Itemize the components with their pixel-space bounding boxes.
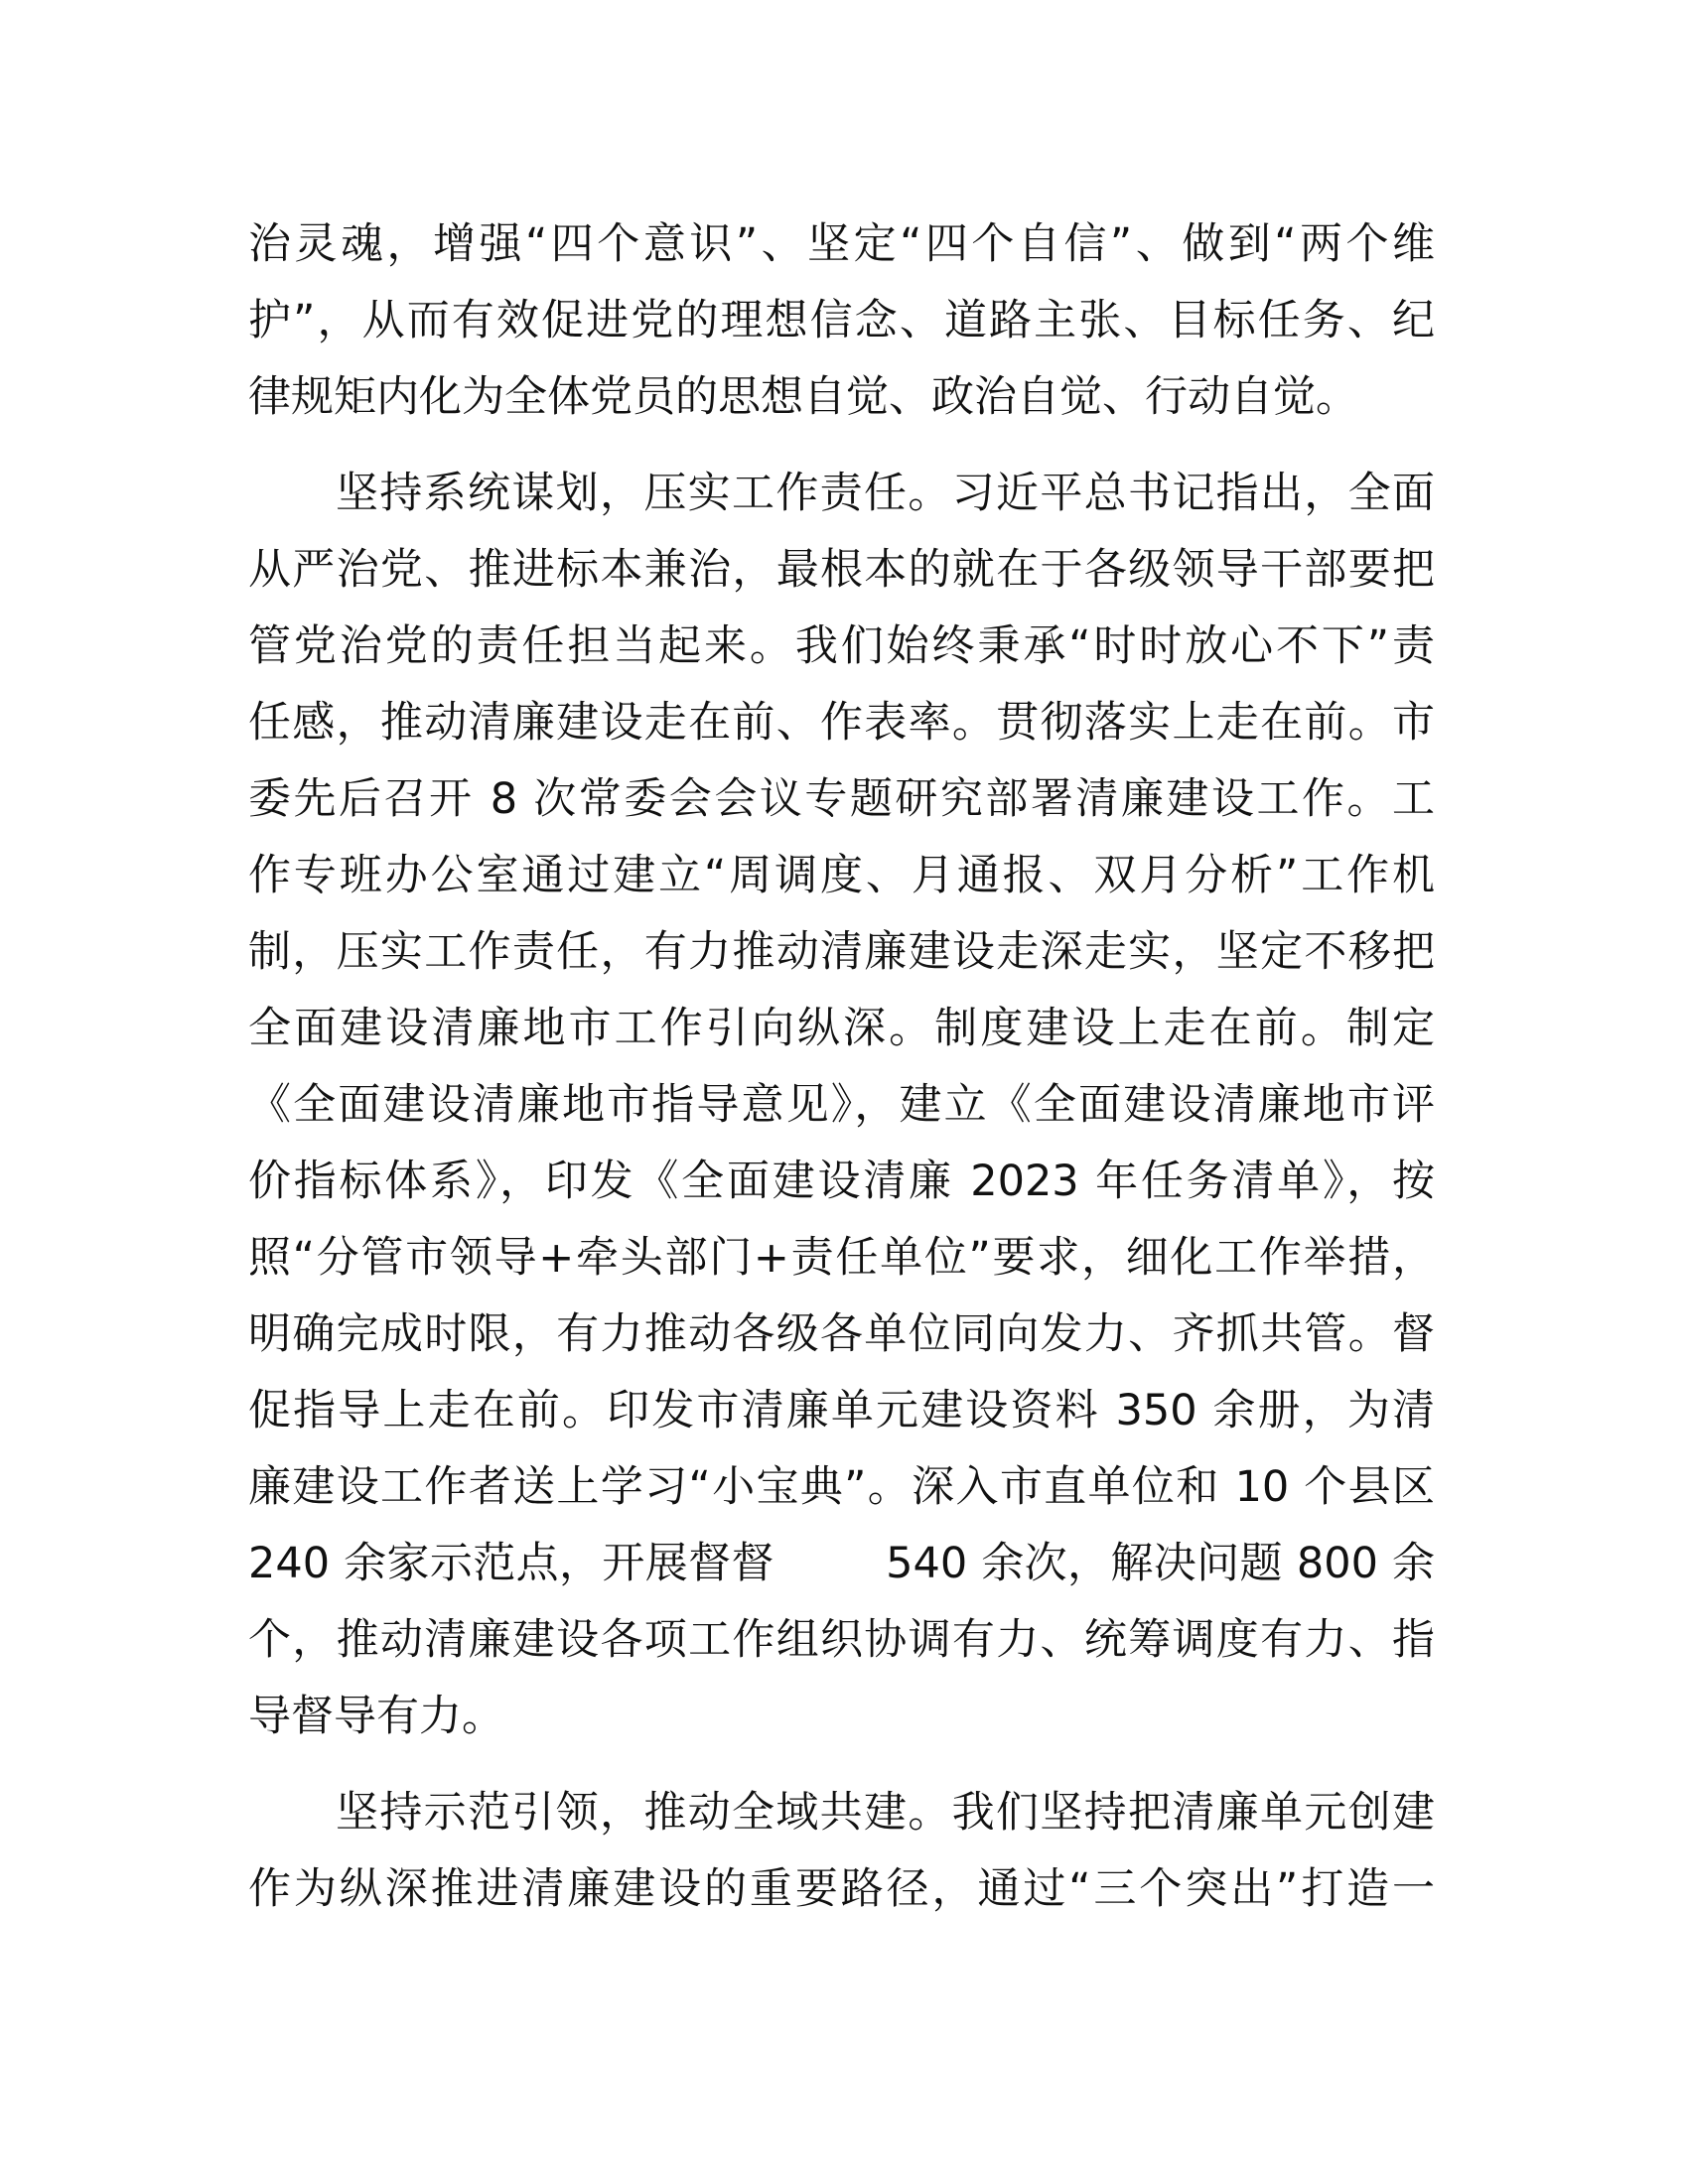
text-line: 照“分管市领导+牵头部门+责任单位”要求，细化工作举措，: [248, 1233, 1435, 1283]
text-line: 任感，推动清廉建设走在前、作表率。贯彻落实上走在前。市: [248, 698, 1435, 748]
text-line: 委先后召开 8 次常委会会议专题研究部署清廉建设工作。工: [248, 774, 1435, 824]
text-line: 治灵魂，增强“四个意识”、坚定“四个自信”、做到“两个维: [248, 219, 1435, 269]
text-line: 导督导有力。: [248, 1692, 504, 1741]
text-line: 廉建设工作者送上学习“小宝典”。深入市直单位和 10 个县区: [248, 1462, 1435, 1512]
document-body: [248, 206, 1435, 1928]
text-line: 个，推动清廉建设各项工作组织协调有力、统筹调度有力、指: [248, 1615, 1435, 1665]
paragraph-spacer: [248, 1755, 1435, 1775]
text-line: 作专班办公室通过建立“周调度、月通报、双月分析”工作机: [248, 851, 1435, 900]
text-line: 促指导上走在前。印发市清廉单元建设资料 350 余册，为清: [248, 1386, 1435, 1435]
text-line: 制，压实工作责任，有力推动清廉建设走深走实，坚定不移把: [248, 927, 1435, 977]
text-line: 坚持系统谋划，压实工作责任。习近平总书记指出，全面: [336, 469, 1435, 518]
text-line: 管党治党的责任担当起来。我们始终秉承“时时放心不下”责: [248, 621, 1435, 671]
text-line: 240 余家示范点，开展督督 540 余次，解决问题 800 余: [248, 1539, 1435, 1588]
text-line: 坚持示范引领，推动全域共建。我们坚持把清廉单元创建: [336, 1788, 1435, 1838]
text-line: 全面建设清廉地市工作引向纵深。制度建设上走在前。制定: [248, 1004, 1435, 1053]
text-line: 明确完成时限，有力推动各级各单位同向发力、齐抓共管。督: [248, 1309, 1435, 1359]
text-line: 《全面建设清廉地市指导意见》，建立《全面建设清廉地市评: [248, 1080, 1435, 1130]
text-line: 价指标体系》，印发《全面建设清廉 2023 年任务清单》，按: [248, 1157, 1435, 1206]
paragraph-spacer: [248, 436, 1435, 456]
text-line: 作为纵深推进清廉建设的重要路径，通过“三个突出”打造一: [248, 1864, 1435, 1914]
text-line: 护”，从而有效促进党的理想信念、道路主张、目标任务、纪: [248, 296, 1435, 345]
text-line: 从严治党、推进标本兼治，最根本的就在于各级领导干部要把: [248, 545, 1435, 595]
paragraph-1: [248, 206, 1435, 436]
paragraph-2: [248, 456, 1435, 1755]
paragraph-3: [248, 1775, 1435, 1928]
text-line: 律规矩内化为全体党员的思想自觉、政治自觉、行动自觉。: [248, 372, 1358, 422]
